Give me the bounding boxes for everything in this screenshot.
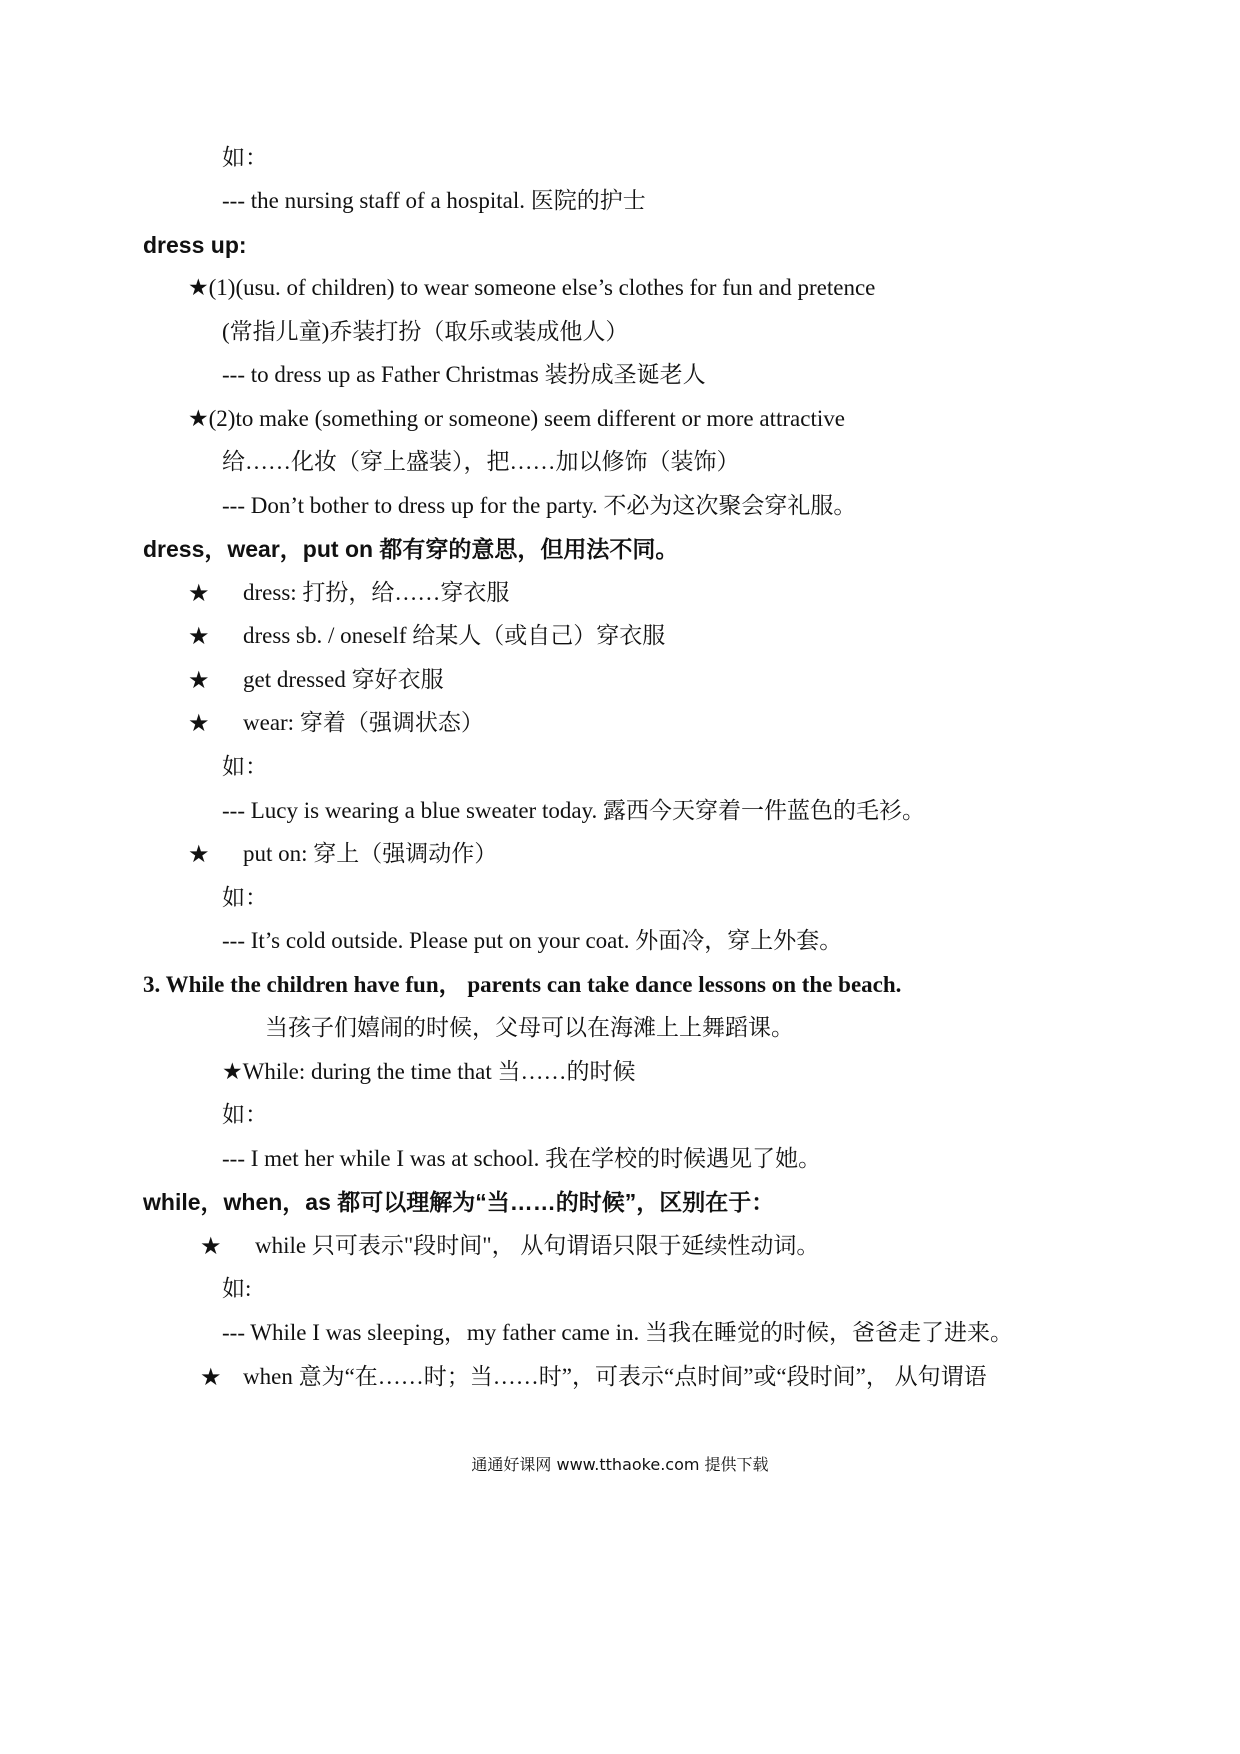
example-nursing-staff: --- the nursing staff of a hospital. 医院的护士 [222,188,646,213]
while-definition: ★While: during the time that 当……的时候 [222,1059,636,1084]
sentence-3-cn: 当孩子们嬉闹的时候，父母可以在海滩上上舞蹈课。 [265,1015,794,1040]
page-footer: 通通好课网 www.tthaoke.com 提供下载 [471,1455,769,1474]
sentence-3: 3. While the children have fun， parents can take dance lessons on the beach. [143,972,902,997]
bullet-dress: dress: 打扮，给……穿衣服 [243,580,510,605]
heading-while-when-as: while，when，as 都可以理解为“当……的时候”，区别在于： [143,1189,775,1215]
definition-1-cn: (常指儿童)乔装打扮（取乐或装成他人） [222,319,629,344]
definition-2: ★(2)to make (something or someone) seem different or more attractive [188,406,845,431]
star-icon: ★ [188,622,210,650]
line-ru-5: 如: [222,1276,252,1301]
line-ru-1: 如： [222,145,268,170]
star-icon: ★ [200,1363,222,1391]
bullet-while: while 只可表示"段时间"， 从句谓语只限于延续性动词。 [255,1233,820,1258]
bullet-get-dressed: get dressed 穿好衣服 [243,667,444,692]
bullet-dress-sb: dress sb. / oneself 给某人（或自己）穿衣服 [243,623,666,648]
line-ru-4: 如： [222,1102,268,1127]
bullet-wear: wear: 穿着（强调状态） [243,710,484,735]
heading-dress-wear-put-on: dress，wear，put on 都有穿的意思，但用法不同。 [143,536,679,562]
star-icon: ★ [200,1232,222,1260]
star-icon: ★ [188,840,210,868]
example-lucy: --- Lucy is wearing a blue sweater today. 露西今天穿着一件蓝色的毛衫。 [222,798,926,823]
example-sleeping: --- While I was sleeping，my father came in. 当我在睡觉的时候，爸爸走了进来。 [222,1320,1014,1345]
star-icon: ★ [188,709,210,737]
example-father-christmas: --- to dress up as Father Christmas 装扮成圣诞老人 [222,362,706,387]
example-school: --- I met her while I was at school. 我在学校的时候遇见了她。 [222,1146,822,1171]
bullet-when: when 意为“在……时；当……时”，可表示“点时间”或“段时间”， 从句谓语 [243,1364,987,1389]
star-icon: ★ [188,666,210,694]
definition-2-cn: 给……化妆（穿上盛装），把……加以修饰（装饰） [222,449,740,474]
heading-dress-up: dress up: [143,232,247,258]
example-party: --- Don’t bother to dress up for the party. 不必为这次聚会穿礼服。 [222,493,857,518]
line-ru-3: 如： [222,885,268,910]
definition-1: ★(1)(usu. of children) to wear someone else’s clothes for fun and pretence [188,275,876,300]
example-coat: --- It’s cold outside. Please put on your coat. 外面冷，穿上外套。 [222,928,843,953]
bullet-put-on: put on: 穿上（强调动作） [243,841,498,866]
star-icon: ★ [188,579,210,607]
line-ru-2: 如： [222,754,268,779]
